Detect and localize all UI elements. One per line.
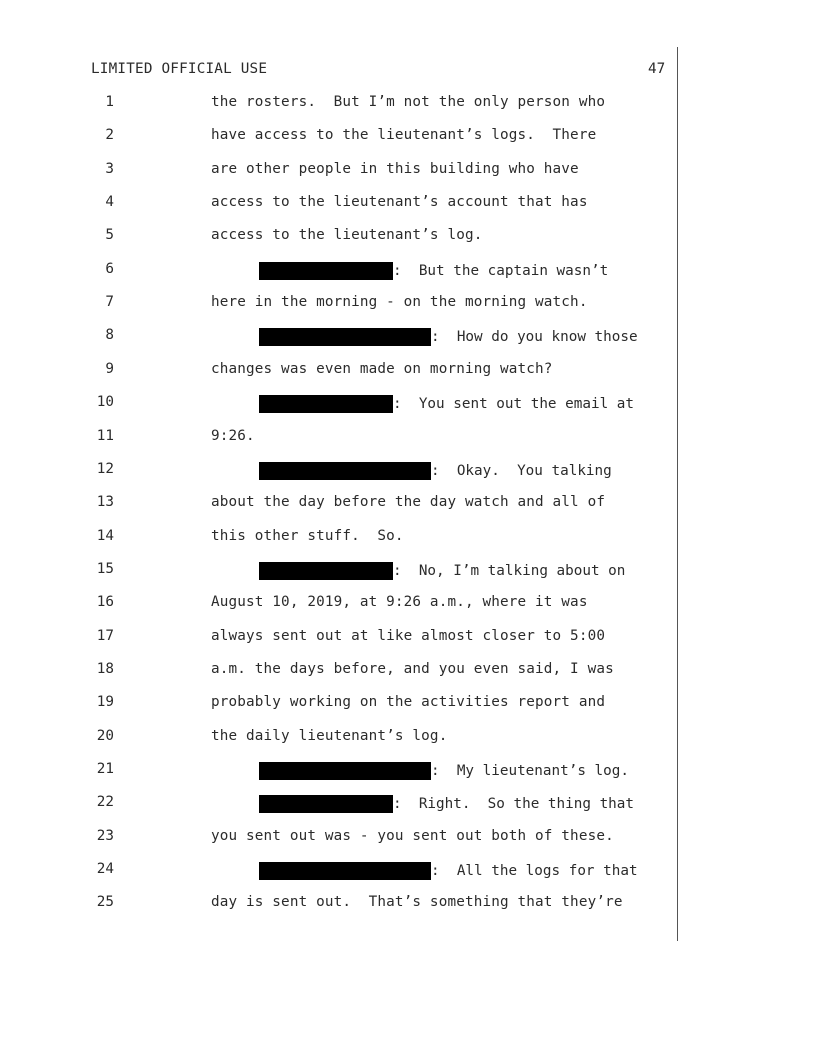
transcript-line [0, 528, 680, 548]
transcript-line [0, 494, 680, 514]
page-header-left: LIMITED OFFICIAL USE [91, 61, 268, 77]
line-text: have access to the lieutenant’s logs. There [211, 127, 597, 144]
redaction-box [259, 262, 393, 280]
transcript-line [0, 628, 680, 648]
line-number: 15 [96, 560, 114, 577]
speaker-line [259, 327, 638, 347]
transcript-line [0, 361, 680, 381]
transcript-line [0, 661, 680, 681]
line-text: access to the lieutenant’s log. [211, 227, 483, 244]
transcript-line [0, 194, 680, 214]
line-text: 9:26. [211, 427, 255, 444]
redaction-box [259, 395, 393, 413]
speaker-line [259, 561, 625, 581]
transcript-line [0, 728, 680, 748]
transcript-line [0, 694, 680, 714]
transcript-line [0, 127, 680, 147]
line-number: 3 [105, 160, 114, 177]
line-number: 17 [96, 627, 114, 644]
line-text: day is sent out. That’s something that they’re [211, 894, 623, 911]
line-number: 10 [96, 394, 114, 411]
line-text: the daily lieutenant’s log. [211, 727, 448, 744]
line-number: 18 [96, 660, 114, 677]
redaction-box [259, 328, 431, 346]
line-text: always sent out at like almost closer to 5:00 [211, 627, 606, 644]
line-text: here in the morning - on the morning watch. [211, 294, 588, 311]
line-number: 8 [105, 327, 114, 344]
speaker-line [259, 761, 629, 781]
line-number: 16 [96, 594, 114, 611]
page-number: 47 [648, 61, 666, 77]
line-number: 2 [105, 127, 114, 144]
line-number: 1 [105, 94, 114, 110]
transcript-line [0, 294, 680, 314]
transcript-line [0, 261, 680, 281]
line-number: 12 [96, 460, 114, 477]
line-text: : No, I’m talking about on [393, 562, 626, 579]
line-text: the rosters. But I’m not the only person who [211, 94, 606, 110]
line-text: August 10, 2019, at 9:26 a.m., where it was [211, 594, 588, 611]
redaction-box [259, 795, 393, 813]
line-number: 13 [96, 494, 114, 511]
line-text: : Right. So the thing that [393, 796, 635, 813]
line-number: 23 [96, 827, 114, 844]
speaker-line [259, 861, 638, 881]
transcript-line [0, 428, 680, 448]
line-text: a.m. the days before, and you even said, I was [211, 660, 614, 677]
speaker-line [259, 394, 634, 414]
transcript-line [0, 461, 680, 481]
line-text: access to the lieutenant’s account that has [211, 194, 588, 211]
line-number: 4 [105, 194, 114, 211]
transcript-line [0, 761, 680, 781]
speaker-line [259, 461, 612, 481]
transcript-line [0, 894, 680, 914]
line-number: 14 [96, 527, 114, 544]
line-text: : But the captain wasn’t [393, 262, 609, 279]
line-number: 9 [105, 360, 114, 377]
line-text: you sent out was - you sent out both of these. [211, 827, 614, 844]
line-number: 19 [96, 694, 114, 711]
redaction-box [259, 862, 431, 880]
line-text: : How do you know those [431, 329, 638, 346]
line-text: are other people in this building who have [211, 160, 579, 177]
line-number: 24 [96, 861, 114, 878]
transcript-line [0, 161, 680, 181]
line-text: : All the logs for that [431, 863, 638, 880]
line-number: 11 [96, 427, 114, 444]
line-number: 6 [105, 260, 114, 277]
transcript-line [0, 394, 680, 414]
transcript-line [0, 561, 680, 581]
speaker-line [259, 261, 608, 281]
transcript-line [0, 94, 680, 114]
line-number: 7 [105, 294, 114, 311]
line-number: 22 [96, 794, 114, 811]
line-text: : You sent out the email at [393, 396, 635, 413]
line-number: 5 [105, 227, 114, 244]
redaction-box [259, 562, 393, 580]
transcript-line [0, 594, 680, 614]
line-text: about the day before the day watch and all of [211, 494, 606, 511]
line-text: probably working on the activities report and [211, 694, 606, 711]
speaker-line [259, 794, 634, 814]
line-text: changes was even made on morning watch? [211, 360, 553, 377]
line-number: 25 [96, 894, 114, 911]
line-text: this other stuff. So. [211, 527, 404, 544]
line-number: 21 [96, 761, 114, 777]
line-text: : My lieutenant’s log. [431, 763, 629, 779]
line-text: : Okay. You talking [431, 462, 612, 479]
transcript-line [0, 828, 680, 848]
transcript-line [0, 227, 680, 247]
redaction-box [259, 762, 431, 780]
transcript-line [0, 861, 680, 881]
redaction-box [259, 462, 431, 480]
line-number: 20 [96, 727, 114, 744]
transcript-line [0, 794, 680, 814]
transcript-line [0, 327, 680, 347]
